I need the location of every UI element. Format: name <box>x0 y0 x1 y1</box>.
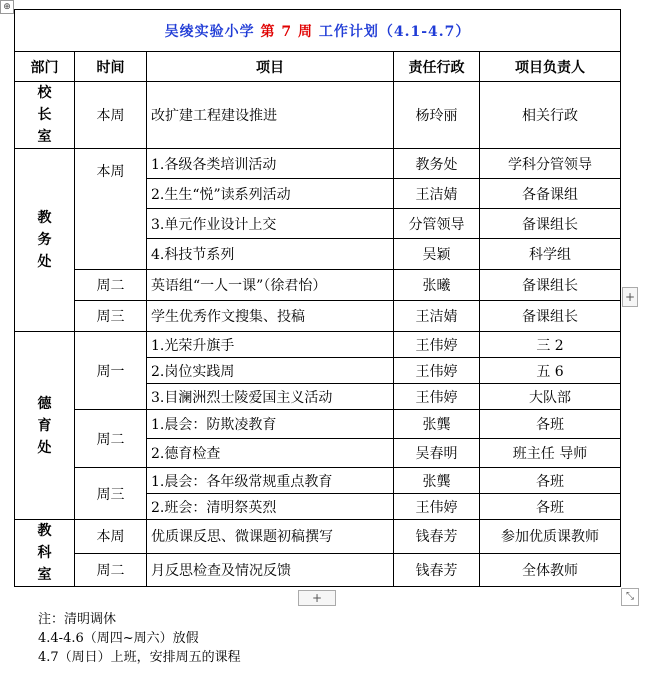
cell-item: 学生优秀作文搜集、投稿 <box>147 301 394 332</box>
header-dept: 部门 <box>15 52 75 82</box>
cell-time: 周二 <box>75 553 147 587</box>
cell-lead: 五 6 <box>480 358 621 384</box>
dept-academic: 教务处 <box>15 149 75 332</box>
page-title <box>15 10 621 52</box>
cell-admin: 张龔 <box>394 410 480 439</box>
header-admin: 责任行政 <box>394 52 480 82</box>
table-row <box>15 520 621 554</box>
note-line: 注：清明调休 <box>38 612 117 627</box>
cell-item: 2.生生“悦”读系列活动 <box>147 179 394 209</box>
cell-lead: 班主任 导师 <box>480 439 621 468</box>
cell-lead: 备课组长 <box>480 301 621 332</box>
notes <box>38 610 241 667</box>
table-row <box>15 553 621 587</box>
cell-lead: 各班 <box>480 494 621 520</box>
cell-item: 英语组“一人一课”（徐君怡） <box>147 270 394 301</box>
dept-principal: 校长室 <box>15 82 75 149</box>
title-week: 第 7 周 <box>260 23 313 40</box>
cell-time: 周一 <box>75 332 147 410</box>
table-row <box>15 149 621 179</box>
table-row <box>15 468 621 494</box>
add-row-button[interactable]: + <box>298 590 336 606</box>
cell-admin: 教务处 <box>394 149 480 179</box>
table-row <box>15 82 621 149</box>
dept-research: 教科室 <box>15 520 75 587</box>
cell-admin: 钱春芳 <box>394 520 480 554</box>
cell-admin: 王伟婷 <box>394 384 480 410</box>
title-school: 吴绫实验小学 <box>164 23 255 40</box>
cell-lead: 备课组长 <box>480 270 621 301</box>
cell-item: 2.岗位实践周 <box>147 358 394 384</box>
cell-lead: 相关行政 <box>480 82 621 149</box>
cell-admin: 王洁婧 <box>394 301 480 332</box>
cell-item: 4.科技节系列 <box>147 239 394 270</box>
cell-lead: 全体教师 <box>480 553 621 587</box>
table-row <box>15 410 621 439</box>
header-item: 项目 <box>147 52 394 82</box>
cell-time: 周三 <box>75 301 147 332</box>
work-plan-table <box>14 9 621 587</box>
table-row <box>15 270 621 301</box>
cell-admin: 王伟婷 <box>394 358 480 384</box>
header-lead: 项目负责人 <box>480 52 621 82</box>
cell-time: 周二 <box>75 270 147 301</box>
cell-admin: 王洁婧 <box>394 179 480 209</box>
header-row <box>15 52 621 82</box>
cell-admin: 分管领导 <box>394 209 480 239</box>
cell-item: 1.光荣升旗手 <box>147 332 394 358</box>
cell-admin: 王伟婷 <box>394 494 480 520</box>
cell-time: 本周 <box>75 149 147 270</box>
note-line: 4.7（周日）上班，安排周五的课程 <box>38 650 241 665</box>
cell-time: 周二 <box>75 410 147 468</box>
header-time: 时间 <box>75 52 147 82</box>
cell-item: 3.单元作业设计上交 <box>147 209 394 239</box>
cell-lead: 各备课组 <box>480 179 621 209</box>
cell-admin: 吴春明 <box>394 439 480 468</box>
cell-item: 改扩建工程建设推进 <box>147 82 394 149</box>
cell-lead: 科学组 <box>480 239 621 270</box>
cell-time: 本周 <box>75 82 147 149</box>
cell-item: 1.各级各类培训活动 <box>147 149 394 179</box>
cell-lead: 三 2 <box>480 332 621 358</box>
table-row <box>15 301 621 332</box>
cell-time: 周三 <box>75 468 147 520</box>
dept-moral: 德育处 <box>15 332 75 520</box>
cell-admin: 吴颖 <box>394 239 480 270</box>
cell-lead: 参加优质课教师 <box>480 520 621 554</box>
title-plan: 工作计划（4.1-4.7） <box>318 23 471 40</box>
note-line: 4.4-4.6（周四~周六）放假 <box>38 631 199 646</box>
cell-item: 3.目澜洲烈士陵爱国主义活动 <box>147 384 394 410</box>
cell-time: 本周 <box>75 520 147 554</box>
cell-lead: 大队部 <box>480 384 621 410</box>
cell-item: 优质课反思、微课题初稿撰写 <box>147 520 394 554</box>
cell-admin: 钱春芳 <box>394 553 480 587</box>
table-move-handle[interactable]: ⊕ <box>0 0 14 14</box>
cell-admin: 张曦 <box>394 270 480 301</box>
cell-admin: 张龔 <box>394 468 480 494</box>
cell-item: 1.晨会：防欺凌教育 <box>147 410 394 439</box>
table-resize-handle[interactable]: ⤡ <box>621 588 639 606</box>
cell-lead: 各班 <box>480 410 621 439</box>
cell-admin: 杨玲丽 <box>394 82 480 149</box>
cell-admin: 王伟婷 <box>394 332 480 358</box>
table-row <box>15 332 621 358</box>
cell-lead: 学科分管领导 <box>480 149 621 179</box>
cell-item: 2.德育检查 <box>147 439 394 468</box>
add-column-button[interactable]: + <box>622 287 638 307</box>
cell-lead: 备课组长 <box>480 209 621 239</box>
cell-item: 月反思检查及情况反馈 <box>147 553 394 587</box>
cell-item: 1.晨会：各年级常规重点教育 <box>147 468 394 494</box>
cell-lead: 各班 <box>480 468 621 494</box>
cell-item: 2.班会：清明祭英烈 <box>147 494 394 520</box>
